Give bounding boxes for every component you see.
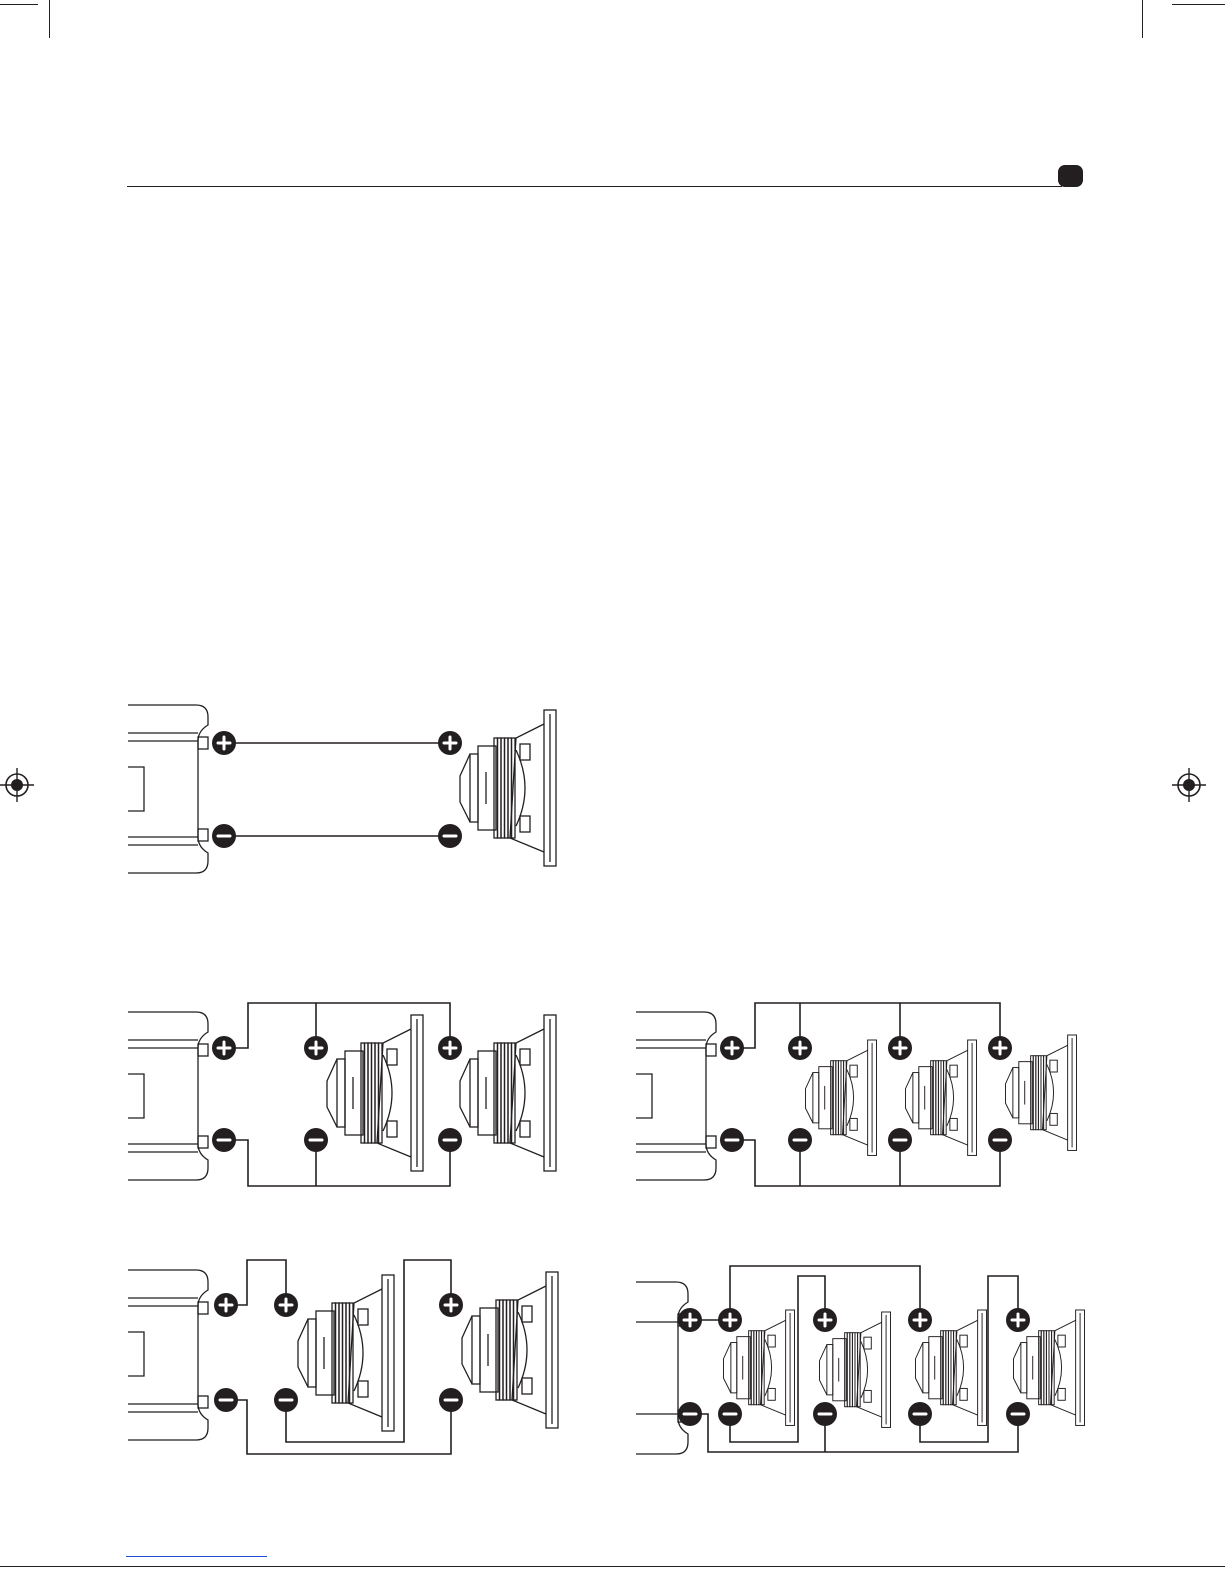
wire-series-link [286,1260,451,1442]
plus-terminal-icon [438,731,462,755]
minus-terminal-icon [212,1128,236,1152]
wire-negative [732,1140,1000,1186]
minus-terminal-icon [214,1388,238,1412]
minus-terminal-icon [438,824,462,848]
plus-terminal-icon [212,1036,236,1060]
wiring-diagram-three-parallel [508,990,1108,1200]
wire-negative [224,1140,450,1186]
crop-mark [49,0,50,38]
minus-terminal-icon [718,1402,742,1426]
minus-terminal-icon [438,1128,462,1152]
registration-mark-icon [1172,768,1206,802]
minus-terminal-icon [212,824,236,848]
amplifier-icon [128,1270,208,1440]
minus-terminal-icon [1006,1402,1030,1426]
minus-terminal-icon [813,1402,837,1426]
minus-terminal-icon [678,1402,702,1426]
plus-terminal-icon [274,1293,298,1317]
plus-terminal-icon [678,1308,702,1332]
amplifier-icon [636,1012,716,1180]
speaker-icon [298,1275,394,1431]
plus-terminal-icon [718,1308,742,1332]
wire-negative [226,1400,451,1454]
wiring-diagram-single [0,690,600,890]
footer-link-underline [126,1556,267,1557]
speaker-icon [460,710,556,866]
wire-positive [732,1003,1000,1048]
plus-terminal-icon [438,1036,462,1060]
minus-terminal-icon [788,1128,812,1152]
plus-terminal-icon [888,1036,912,1060]
wiring-diagram-four-series-parallel [508,1250,1108,1465]
plus-terminal-icon [908,1308,932,1332]
wire-series-link [730,1276,825,1442]
crop-mark [1142,0,1143,38]
minus-terminal-icon [304,1128,328,1152]
plus-terminal-icon [813,1308,837,1332]
wire-positive [224,1003,450,1048]
header-rule [127,186,1062,187]
minus-terminal-icon [988,1128,1012,1152]
plus-terminal-icon [214,1293,238,1317]
crop-mark [1172,4,1225,5]
crop-mark [0,4,38,5]
minus-terminal-icon [888,1128,912,1152]
minus-terminal-icon [274,1388,298,1412]
minus-terminal-icon [908,1402,932,1426]
plus-terminal-icon [212,731,236,755]
amplifier-icon [128,705,208,873]
plus-terminal-icon [720,1036,744,1060]
page-number-tab [1058,165,1083,187]
footer-rule [0,1566,1225,1567]
speaker-icon [905,1040,976,1155]
minus-terminal-icon [720,1128,744,1152]
plus-terminal-icon [439,1293,463,1317]
speaker-icon [1005,1035,1076,1150]
speaker-icon [327,1015,423,1171]
plus-terminal-icon [1006,1308,1030,1332]
plus-terminal-icon [788,1036,812,1060]
minus-terminal-icon [439,1388,463,1412]
plus-terminal-icon [988,1036,1012,1060]
speaker-icon [805,1040,876,1155]
amplifier-icon [128,1012,208,1180]
plus-terminal-icon [304,1036,328,1060]
amplifier-icon [636,1282,688,1454]
